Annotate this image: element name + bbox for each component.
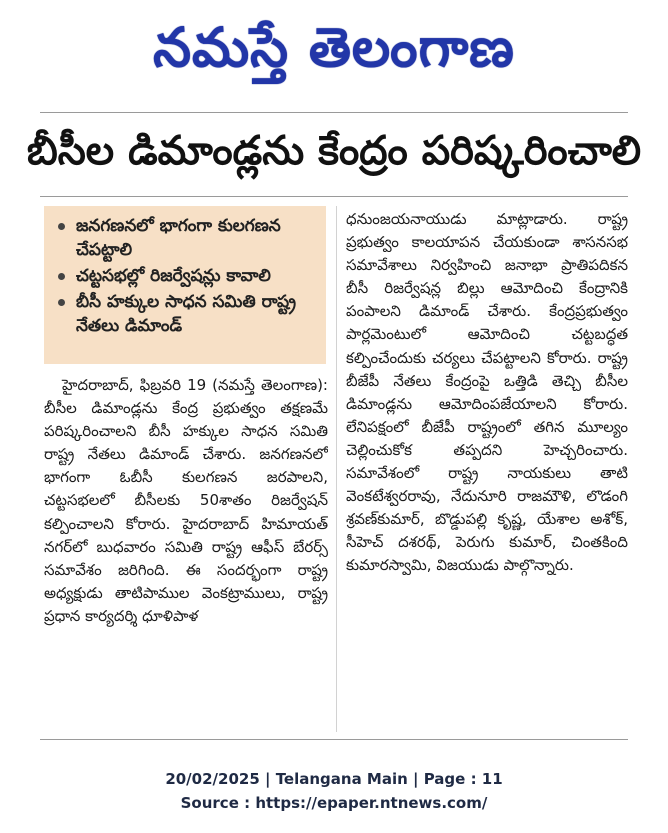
bullet-icon xyxy=(58,223,65,230)
headline-rule xyxy=(40,196,628,197)
article-body-left: హైదరాబాద్, ఫిబ్రవరి 19 (నమస్తే తెలంగాణ): బీసీల డిమాండ్లను కేంద్ర ప్రభుత్వం తక్షణమే పరిష్కరించాలని బీసీ హక్కుల సాధన సమితి రాష్ట్ర నేతలు డిమాండ్ చేశారు. జనగణనలో భాగంగా ఓబీసీ కులగణన జరపాలని, చట్టసభలలో బీసీలకు 50శాతం రిజర్వేషన్ కల్పించాలని కోరారు. హైదరాబాద్ హిమాయత్ నగర్‌లో బుధవారం సమితి రాష్ట్ర ఆఫీస్ బేరర్స్ సమావేశం జరిగింది. ఈ సందర్భంగా రాష్ట్ర అధ్యక్షుడు తాటిపాముల వెంకట్రాములు, రాష్ట్ర ప్రధాన కార్యదర్శి ధూళిపాళ xyxy=(44,376,328,625)
headline: బీసీల డిమాండ్లను కేంద్రం పరిష్కరించాలి xyxy=(26,128,642,174)
newspaper-logo: నమస్తే తెలంగాణ xyxy=(153,16,515,79)
column-divider xyxy=(336,206,337,732)
highlights-box xyxy=(44,206,326,364)
highlight-text: బీసీ హక్కుల సాధన సమితి రాష్ట్ర నేతలు డిమాండ్ xyxy=(76,292,296,336)
bullet-icon xyxy=(58,273,65,280)
edition-info: 20/02/2025 | Telangana Main | Page : 11 xyxy=(165,770,503,788)
highlight-text: జనగణనలో భాగంగా కులగణన చేపట్టాలి xyxy=(76,216,281,260)
highlight-item xyxy=(54,290,318,338)
masthead xyxy=(0,0,668,96)
highlight-item xyxy=(54,214,318,262)
highlight-text: చట్టసభల్లో రిజర్వేషన్లు కావాలి xyxy=(76,266,271,286)
bottom-rule xyxy=(40,739,628,740)
top-rule xyxy=(40,112,628,113)
bullet-icon xyxy=(58,299,65,306)
highlight-item xyxy=(54,264,318,288)
news-clipping xyxy=(26,112,642,740)
article-body-right: ధనుంజయనాయుడు మాట్లాడారు. రాష్ట్ర ప్రభుత్వం కాలయాపన చేయకుండా శాసనసభ సమావేశాలు నిర్వహించి జనాభా ప్రాతిపదికన బీసీ రిజర్వేషన్ల బిల్లు ఆమోదించి కేంద్రానికి పంపాలని డిమాండ్ చేశారు. కేంద్రప్రభుత్వం పార్లమెంటులో ఆమోదించి చట్టబద్ధత కల్పించేందుకు చర్యలు చేపట్టాలని కోరారు. రాష్ట్ర బీజేపీ నేతలు కేంద్రంపై ఒత్తిడి తెచ్చి బీసీల డిమాండ్లను ఆమోదింపజేయాలని కోరారు. లేనిపక్షంలో బీజేపీ రాష్ట్రంలో తగిన మూల్యం చెల్లించుకోక తప్పదని హెచ్చరించారు. సమావేశంలో రాష్ట్ర నాయకులు తాటి వెంకటేశ్వరరావు, నేదునూరి రాజమౌళి, లొడంగి శ్రవణ్‌కుమార్, బొడ్డుపల్లి కృష్ణ, యేశాల అశోక్, సీహెచ్ దశరథ్, పెరుగు కుమార్, చింతకింది కుమారస్వామి, విజయుడు పాల్గొన్నారు. xyxy=(346,210,628,575)
source-link[interactable]: Source : https://epaper.ntnews.com/ xyxy=(180,794,488,812)
